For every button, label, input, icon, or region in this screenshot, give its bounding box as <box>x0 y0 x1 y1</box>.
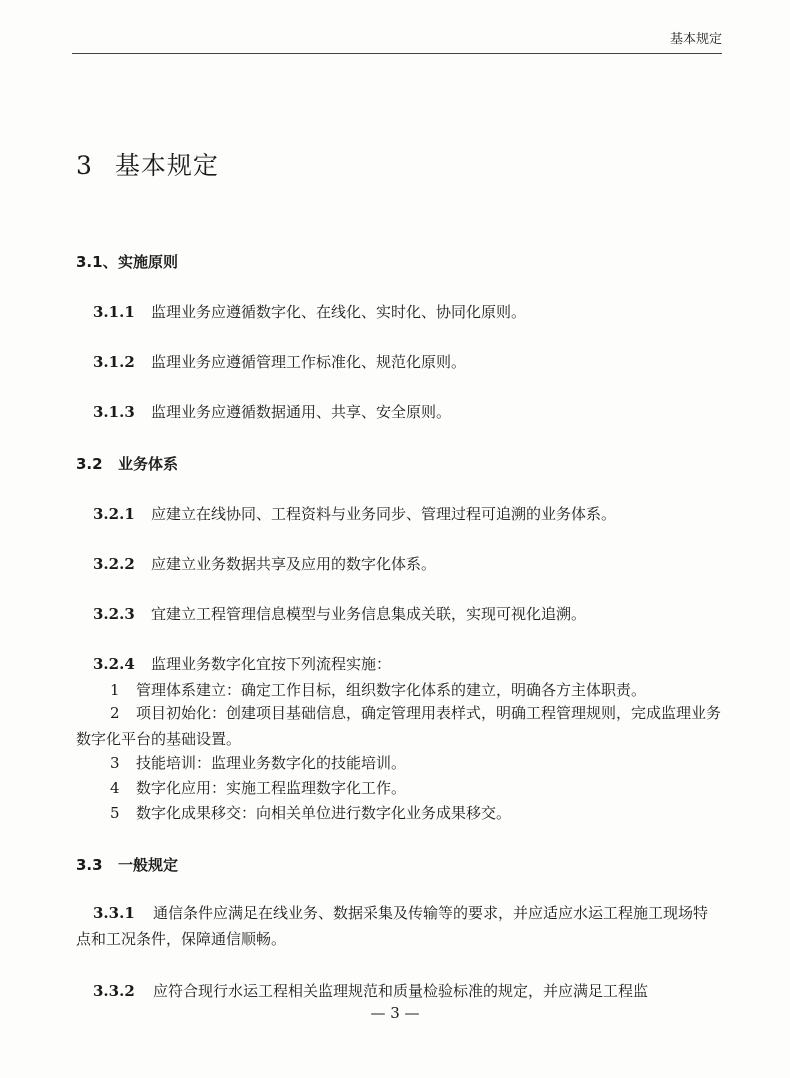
clause-text: 监理业务数字化宜按下列流程实施： <box>151 655 392 673</box>
list-item-text: 管理体系建立：确定工作目标，组织数字化体系的建立，明确各方主体职责。 <box>136 681 647 699</box>
chapter-title-text: 基本规定 <box>114 151 219 180</box>
clause-number: 3.2.2 <box>93 555 135 573</box>
list-item <box>110 752 406 773</box>
clause <box>93 301 526 322</box>
list-item <box>110 679 646 700</box>
chapter-title <box>76 146 219 182</box>
clause-text: 监理业务应遵循数字化、在线化、实时化、协同化原则。 <box>151 303 527 321</box>
section-number: 3.3 <box>76 856 103 874</box>
clause-number: 3.1.2 <box>93 353 135 371</box>
list-item <box>76 700 721 752</box>
clause <box>93 603 586 624</box>
list-item <box>110 777 406 798</box>
clause-number: 3.2.3 <box>93 605 135 623</box>
section-title: 业务体系 <box>118 455 179 473</box>
section-number: 3.1、 <box>76 253 118 271</box>
list-item-number: 1 <box>110 681 120 699</box>
clause-number: 3.2.4 <box>93 655 135 673</box>
clause-text: 应符合现行水运工程相关监理规范和质量检验标准的规定，并应满足工程监 <box>153 982 649 1000</box>
clause <box>93 503 616 524</box>
clause <box>93 553 436 574</box>
clause-number: 3.3.1 <box>93 904 135 922</box>
clause <box>93 401 451 422</box>
list-item-number: 5 <box>110 804 120 822</box>
chapter-number: 3 <box>76 151 93 180</box>
section-heading <box>76 251 178 272</box>
clause-number: 3.1.3 <box>93 403 135 421</box>
clause-number: 3.3.2 <box>93 982 135 1000</box>
clause <box>76 978 721 1004</box>
clause <box>76 900 721 952</box>
clause-text: 宜建立工程管理信息模型与业务信息集成关联，实现可视化追溯。 <box>151 605 587 623</box>
list-item-number: 2 <box>110 704 120 722</box>
clause-number: 3.1.1 <box>93 303 135 321</box>
clause-text: 通信条件应满足在线业务、数据采集及传输等的要求，并应适应水运工程施工现场特点和工况条件，保障通信顺畅。 <box>76 904 709 948</box>
clause-number: 3.2.1 <box>93 505 135 523</box>
clause <box>93 653 391 674</box>
running-header-title: 基本规定 <box>669 32 722 47</box>
list-item-number: 4 <box>110 779 120 797</box>
clause <box>93 351 466 372</box>
section-number: 3.2 <box>76 455 103 473</box>
running-header <box>72 28 722 54</box>
section-title: 实施原则 <box>118 253 179 271</box>
page-number: — 3 — <box>370 1004 420 1022</box>
list-item-text: 数字化应用：实施工程监理数字化工作。 <box>136 779 407 797</box>
section-heading <box>76 453 178 474</box>
clause-text: 监理业务应遵循管理工作标准化、规范化原则。 <box>151 353 467 371</box>
list-item <box>110 802 511 823</box>
list-item-text: 项目初始化：创建项目基础信息，确定管理用表样式，明确工程管理规则，完成监理业务数字化平台的基础设置。 <box>76 704 722 748</box>
clause-text: 应建立业务数据共享及应用的数字化体系。 <box>151 555 437 573</box>
list-item-number: 3 <box>110 754 120 772</box>
list-item-text: 技能培训：监理业务数字化的技能培训。 <box>136 754 407 772</box>
clause-text: 监理业务应遵循数据通用、共享、安全原则。 <box>151 403 452 421</box>
list-item-text: 数字化成果移交：向相关单位进行数字化业务成果移交。 <box>136 804 512 822</box>
section-heading <box>76 854 178 875</box>
clause-text: 应建立在线协同、工程资料与业务同步、管理过程可追溯的业务体系。 <box>151 505 617 523</box>
section-title: 一般规定 <box>118 856 179 874</box>
